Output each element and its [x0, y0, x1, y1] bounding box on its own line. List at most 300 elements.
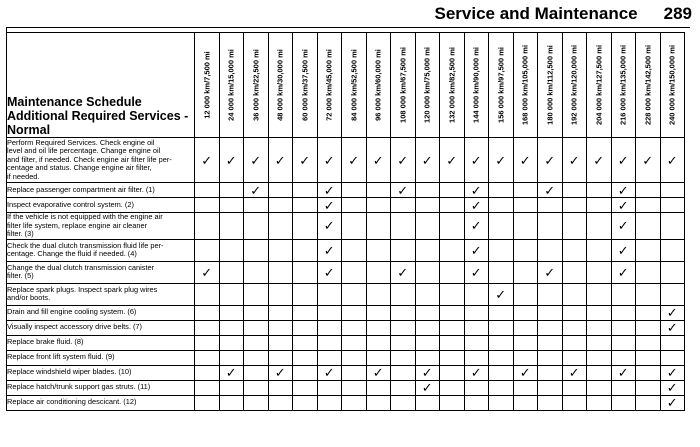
empty-cell	[415, 261, 440, 283]
checkmark-icon: ✓	[348, 152, 360, 168]
empty-cell	[268, 198, 293, 213]
empty-cell	[317, 305, 342, 320]
description-line: Replace hatch/trunk support gas struts. (11)	[7, 382, 151, 392]
description-line: Replace windshield wiper blades. (10)	[7, 367, 132, 377]
checkmark-icon: ✓	[642, 152, 654, 168]
empty-cell	[538, 305, 563, 320]
empty-cell	[636, 198, 661, 213]
empty-cell	[611, 380, 636, 395]
checkmark-icon: ✓	[568, 365, 580, 381]
empty-cell	[660, 239, 685, 261]
checkmark-cell	[611, 183, 636, 198]
checkmark-icon: ✓	[323, 242, 335, 258]
service-description	[7, 380, 195, 395]
interval-label: 180 000 km/112,500 mi	[545, 45, 555, 125]
table-row	[7, 395, 685, 410]
description-line: centage and status. Change engine air filter,	[7, 163, 152, 173]
interval-column-header	[464, 33, 489, 138]
checkmark-icon: ✓	[470, 264, 482, 280]
empty-cell	[293, 283, 318, 305]
interval-label: 24 000 km/15,000 mi	[226, 49, 236, 121]
empty-cell	[440, 350, 465, 365]
empty-cell	[562, 380, 587, 395]
empty-cell	[440, 198, 465, 213]
interval-label: 48 000 km/30,000 mi	[275, 49, 285, 121]
checkmark-icon: ✓	[274, 365, 286, 381]
checkmark-cell	[489, 138, 514, 183]
empty-cell	[489, 239, 514, 261]
table-body	[7, 138, 685, 411]
interval-column-header	[366, 33, 391, 138]
empty-cell	[636, 335, 661, 350]
service-description	[7, 213, 195, 240]
checkmark-cell	[660, 395, 685, 410]
description-line: and filter, if needed. Check engine air filter life per-	[7, 154, 172, 164]
empty-cell	[219, 380, 244, 395]
checkmark-icon: ✓	[299, 152, 311, 168]
empty-cell	[391, 213, 416, 240]
checkmark-icon: ✓	[617, 152, 629, 168]
checkmark-icon: ✓	[225, 365, 237, 381]
empty-cell	[366, 335, 391, 350]
checkmark-cell	[391, 138, 416, 183]
empty-cell	[219, 395, 244, 410]
checkmark-icon: ✓	[323, 197, 335, 213]
empty-cell	[660, 335, 685, 350]
empty-cell	[464, 283, 489, 305]
checkmark-cell	[317, 365, 342, 380]
checkmark-icon: ✓	[470, 197, 482, 213]
checkmark-cell	[538, 138, 563, 183]
empty-cell	[587, 305, 612, 320]
empty-cell	[219, 305, 244, 320]
empty-cell	[391, 283, 416, 305]
empty-cell	[489, 261, 514, 283]
empty-cell	[268, 183, 293, 198]
empty-cell	[366, 380, 391, 395]
description-line: Replace passenger compartment air filter. (1)	[7, 184, 155, 194]
checkmark-cell	[464, 213, 489, 240]
empty-cell	[391, 320, 416, 335]
empty-cell	[293, 305, 318, 320]
header-rule	[6, 27, 690, 28]
checkmark-icon: ✓	[397, 264, 409, 280]
table-row	[7, 320, 685, 335]
table-row	[7, 239, 685, 261]
empty-cell	[440, 283, 465, 305]
interval-label: 36 000 km/22,500 mi	[251, 49, 261, 121]
checkmark-cell	[293, 138, 318, 183]
empty-cell	[342, 198, 367, 213]
empty-cell	[513, 320, 538, 335]
checkmark-icon: ✓	[323, 152, 335, 168]
empty-cell	[366, 239, 391, 261]
empty-cell	[489, 350, 514, 365]
checkmark-icon: ✓	[666, 152, 678, 168]
empty-cell	[440, 380, 465, 395]
checkmark-cell	[538, 261, 563, 283]
checkmark-cell	[317, 183, 342, 198]
checkmark-cell	[611, 261, 636, 283]
empty-cell	[440, 239, 465, 261]
interval-label: 132 000 km/82,500 mi	[447, 47, 457, 123]
description-line: Replace spark plugs. Inspect spark plug wires	[7, 284, 158, 294]
empty-cell	[562, 305, 587, 320]
checkmark-cell	[660, 138, 685, 183]
interval-label: 72 000 km/45,000 mi	[324, 49, 334, 121]
empty-cell	[440, 213, 465, 240]
description-line: If the vehicle is not equipped with the engine air	[7, 212, 163, 221]
description-line: if needed.	[7, 171, 40, 181]
interval-column-header	[293, 33, 318, 138]
interval-column-header	[317, 33, 342, 138]
empty-cell	[268, 320, 293, 335]
empty-cell	[219, 239, 244, 261]
description-line: Replace brake fluid. (8)	[7, 337, 84, 347]
checkmark-cell	[317, 198, 342, 213]
checkmark-icon: ✓	[323, 264, 335, 280]
checkmark-icon: ✓	[470, 365, 482, 381]
checkmark-icon: ✓	[666, 395, 678, 411]
interval-label: 228 000 km/142,500 mi	[643, 44, 653, 126]
empty-cell	[317, 350, 342, 365]
empty-cell	[244, 380, 269, 395]
empty-cell	[342, 395, 367, 410]
checkmark-icon: ✓	[495, 152, 507, 168]
interval-column-header	[244, 33, 269, 138]
description-line: Check the dual clutch transmission fluid life per-	[7, 240, 164, 250]
empty-cell	[440, 320, 465, 335]
checkmark-cell	[342, 138, 367, 183]
table-row	[7, 305, 685, 320]
empty-cell	[513, 380, 538, 395]
empty-cell	[611, 305, 636, 320]
empty-cell	[342, 320, 367, 335]
empty-cell	[513, 283, 538, 305]
empty-cell	[636, 261, 661, 283]
empty-cell	[342, 213, 367, 240]
table-row	[7, 283, 685, 305]
checkmark-cell	[415, 380, 440, 395]
interval-column-header	[219, 33, 244, 138]
checkmark-cell	[317, 138, 342, 183]
empty-cell	[293, 350, 318, 365]
empty-cell	[562, 335, 587, 350]
empty-cell	[268, 213, 293, 240]
interval-label: 108 000 km/67,500 mi	[398, 47, 408, 123]
empty-cell	[195, 395, 220, 410]
checkmark-cell	[415, 138, 440, 183]
checkmark-cell	[195, 261, 220, 283]
empty-cell	[562, 183, 587, 198]
empty-cell	[293, 183, 318, 198]
checkmark-icon: ✓	[666, 380, 678, 396]
empty-cell	[587, 213, 612, 240]
table-row	[7, 261, 685, 283]
empty-cell	[268, 395, 293, 410]
empty-cell	[562, 283, 587, 305]
empty-cell	[219, 198, 244, 213]
empty-cell	[660, 183, 685, 198]
interval-label: 84 000 km/52,500 mi	[349, 49, 359, 121]
checkmark-icon: ✓	[495, 286, 507, 302]
service-description	[7, 138, 195, 183]
checkmark-icon: ✓	[617, 242, 629, 258]
checkmark-icon: ✓	[323, 365, 335, 381]
empty-cell	[587, 239, 612, 261]
empty-cell	[342, 283, 367, 305]
checkmark-cell	[268, 138, 293, 183]
checkmark-icon: ✓	[201, 152, 213, 168]
empty-cell	[636, 183, 661, 198]
interval-label: 60 000 km/37,500 mi	[300, 49, 310, 121]
description-line: Inspect evaporative control system. (2)	[7, 199, 134, 209]
empty-cell	[611, 320, 636, 335]
empty-cell	[317, 320, 342, 335]
empty-cell	[219, 283, 244, 305]
empty-cell	[636, 305, 661, 320]
checkmark-cell	[464, 138, 489, 183]
description-line: filter. (3)	[7, 229, 34, 239]
checkmark-cell	[660, 380, 685, 395]
empty-cell	[440, 365, 465, 380]
checkmark-cell	[244, 138, 269, 183]
empty-cell	[195, 350, 220, 365]
empty-cell	[268, 335, 293, 350]
checkmark-icon: ✓	[421, 380, 433, 396]
table-title: Maintenance Schedule Additional Required Services - Normal	[7, 33, 195, 138]
checkmark-cell	[317, 239, 342, 261]
description-line: Drain and fill engine cooling system. (6)	[7, 307, 137, 317]
empty-cell	[415, 395, 440, 410]
empty-cell	[293, 395, 318, 410]
description-line: level and oil life percentage. Change engine oil	[7, 146, 161, 156]
checkmark-cell	[464, 198, 489, 213]
empty-cell	[244, 283, 269, 305]
interval-column-header	[415, 33, 440, 138]
empty-cell	[489, 183, 514, 198]
empty-cell	[244, 261, 269, 283]
empty-cell	[366, 305, 391, 320]
empty-cell	[562, 320, 587, 335]
empty-cell	[293, 320, 318, 335]
empty-cell	[195, 198, 220, 213]
empty-cell	[562, 350, 587, 365]
empty-cell	[660, 283, 685, 305]
checkmark-cell	[587, 138, 612, 183]
checkmark-icon: ✓	[617, 182, 629, 198]
empty-cell	[513, 335, 538, 350]
empty-cell	[293, 213, 318, 240]
interval-column-header	[513, 33, 538, 138]
empty-cell	[195, 320, 220, 335]
service-description	[7, 183, 195, 198]
empty-cell	[538, 198, 563, 213]
empty-cell	[366, 261, 391, 283]
checkmark-icon: ✓	[519, 365, 531, 381]
checkmark-icon: ✓	[250, 182, 262, 198]
empty-cell	[660, 261, 685, 283]
checkmark-cell	[660, 305, 685, 320]
interval-label: 144 000 km/90,000 mi	[471, 47, 481, 123]
empty-cell	[244, 350, 269, 365]
empty-cell	[415, 320, 440, 335]
empty-cell	[366, 283, 391, 305]
empty-cell	[587, 320, 612, 335]
description-line: filter. (5)	[7, 271, 34, 281]
empty-cell	[660, 350, 685, 365]
empty-cell	[611, 350, 636, 365]
interval-column-header	[636, 33, 661, 138]
checkmark-cell	[562, 138, 587, 183]
empty-cell	[366, 320, 391, 335]
service-description	[7, 283, 195, 305]
checkmark-cell	[366, 138, 391, 183]
empty-cell	[513, 213, 538, 240]
page-header	[0, 0, 700, 27]
checkmark-icon: ✓	[470, 218, 482, 234]
empty-cell	[342, 365, 367, 380]
description-line: Visually inspect accessory drive belts. (7)	[7, 322, 143, 332]
checkmark-cell	[219, 365, 244, 380]
service-description	[7, 350, 195, 365]
empty-cell	[391, 365, 416, 380]
empty-cell	[293, 198, 318, 213]
section-title: Service and Maintenance	[434, 3, 638, 23]
empty-cell	[513, 183, 538, 198]
checkmark-icon: ✓	[519, 152, 531, 168]
interval-column-header	[660, 33, 685, 138]
empty-cell	[587, 283, 612, 305]
service-description	[7, 305, 195, 320]
empty-cell	[538, 320, 563, 335]
empty-cell	[342, 239, 367, 261]
empty-cell	[366, 183, 391, 198]
interval-column-header	[195, 33, 220, 138]
interval-label: 96 000 km/60,000 mi	[373, 49, 383, 121]
empty-cell	[219, 183, 244, 198]
empty-cell	[219, 350, 244, 365]
page-number: 289	[663, 3, 692, 23]
interval-column-header	[587, 33, 612, 138]
empty-cell	[538, 395, 563, 410]
interval-column-header	[489, 33, 514, 138]
empty-cell	[244, 213, 269, 240]
checkmark-cell	[513, 138, 538, 183]
empty-cell	[611, 335, 636, 350]
table-row	[7, 335, 685, 350]
empty-cell	[489, 395, 514, 410]
empty-cell	[660, 198, 685, 213]
table-row	[7, 380, 685, 395]
checkmark-icon: ✓	[666, 305, 678, 321]
empty-cell	[440, 305, 465, 320]
checkmark-icon: ✓	[666, 365, 678, 381]
description-line: filter life system, replace engine air cleaner	[7, 220, 148, 230]
description-line: and/or boots.	[7, 293, 51, 303]
empty-cell	[489, 305, 514, 320]
empty-cell	[587, 198, 612, 213]
empty-cell	[538, 213, 563, 240]
empty-cell	[219, 335, 244, 350]
empty-cell	[268, 239, 293, 261]
table-row	[7, 365, 685, 380]
empty-cell	[195, 239, 220, 261]
checkmark-cell	[317, 213, 342, 240]
empty-cell	[562, 239, 587, 261]
empty-cell	[195, 365, 220, 380]
checkmark-icon: ✓	[617, 365, 629, 381]
empty-cell	[342, 380, 367, 395]
checkmark-cell	[660, 365, 685, 380]
empty-cell	[636, 283, 661, 305]
empty-cell	[391, 395, 416, 410]
empty-cell	[538, 335, 563, 350]
empty-cell	[587, 380, 612, 395]
service-description	[7, 320, 195, 335]
table-row	[7, 213, 685, 240]
checkmark-cell	[611, 198, 636, 213]
checkmark-cell	[464, 239, 489, 261]
checkmark-cell	[317, 261, 342, 283]
empty-cell	[219, 213, 244, 240]
empty-cell	[636, 365, 661, 380]
checkmark-cell	[464, 365, 489, 380]
empty-cell	[195, 213, 220, 240]
empty-cell	[415, 183, 440, 198]
empty-cell	[244, 395, 269, 410]
empty-cell	[513, 395, 538, 410]
interval-column-header	[342, 33, 367, 138]
interval-label: 240 000 km/150,000 mi	[667, 44, 677, 126]
empty-cell	[636, 380, 661, 395]
interval-column-header	[268, 33, 293, 138]
empty-cell	[317, 335, 342, 350]
empty-cell	[587, 183, 612, 198]
checkmark-icon: ✓	[323, 182, 335, 198]
empty-cell	[391, 198, 416, 213]
empty-cell	[293, 239, 318, 261]
empty-cell	[611, 283, 636, 305]
checkmark-cell	[513, 365, 538, 380]
checkmark-cell	[391, 261, 416, 283]
empty-cell	[489, 213, 514, 240]
table-row	[7, 350, 685, 365]
empty-cell	[636, 213, 661, 240]
empty-cell	[195, 283, 220, 305]
checkmark-icon: ✓	[274, 152, 286, 168]
empty-cell	[513, 305, 538, 320]
empty-cell	[366, 395, 391, 410]
checkmark-cell	[611, 365, 636, 380]
checkmark-icon: ✓	[421, 365, 433, 381]
service-description	[7, 198, 195, 213]
empty-cell	[268, 380, 293, 395]
empty-cell	[219, 320, 244, 335]
empty-cell	[538, 283, 563, 305]
checkmark-icon: ✓	[323, 218, 335, 234]
checkmark-icon: ✓	[397, 182, 409, 198]
empty-cell	[440, 395, 465, 410]
empty-cell	[538, 350, 563, 365]
empty-cell	[391, 239, 416, 261]
empty-cell	[415, 283, 440, 305]
checkmark-cell	[636, 138, 661, 183]
empty-cell	[244, 365, 269, 380]
empty-cell	[587, 335, 612, 350]
empty-cell	[464, 380, 489, 395]
checkmark-icon: ✓	[544, 182, 556, 198]
